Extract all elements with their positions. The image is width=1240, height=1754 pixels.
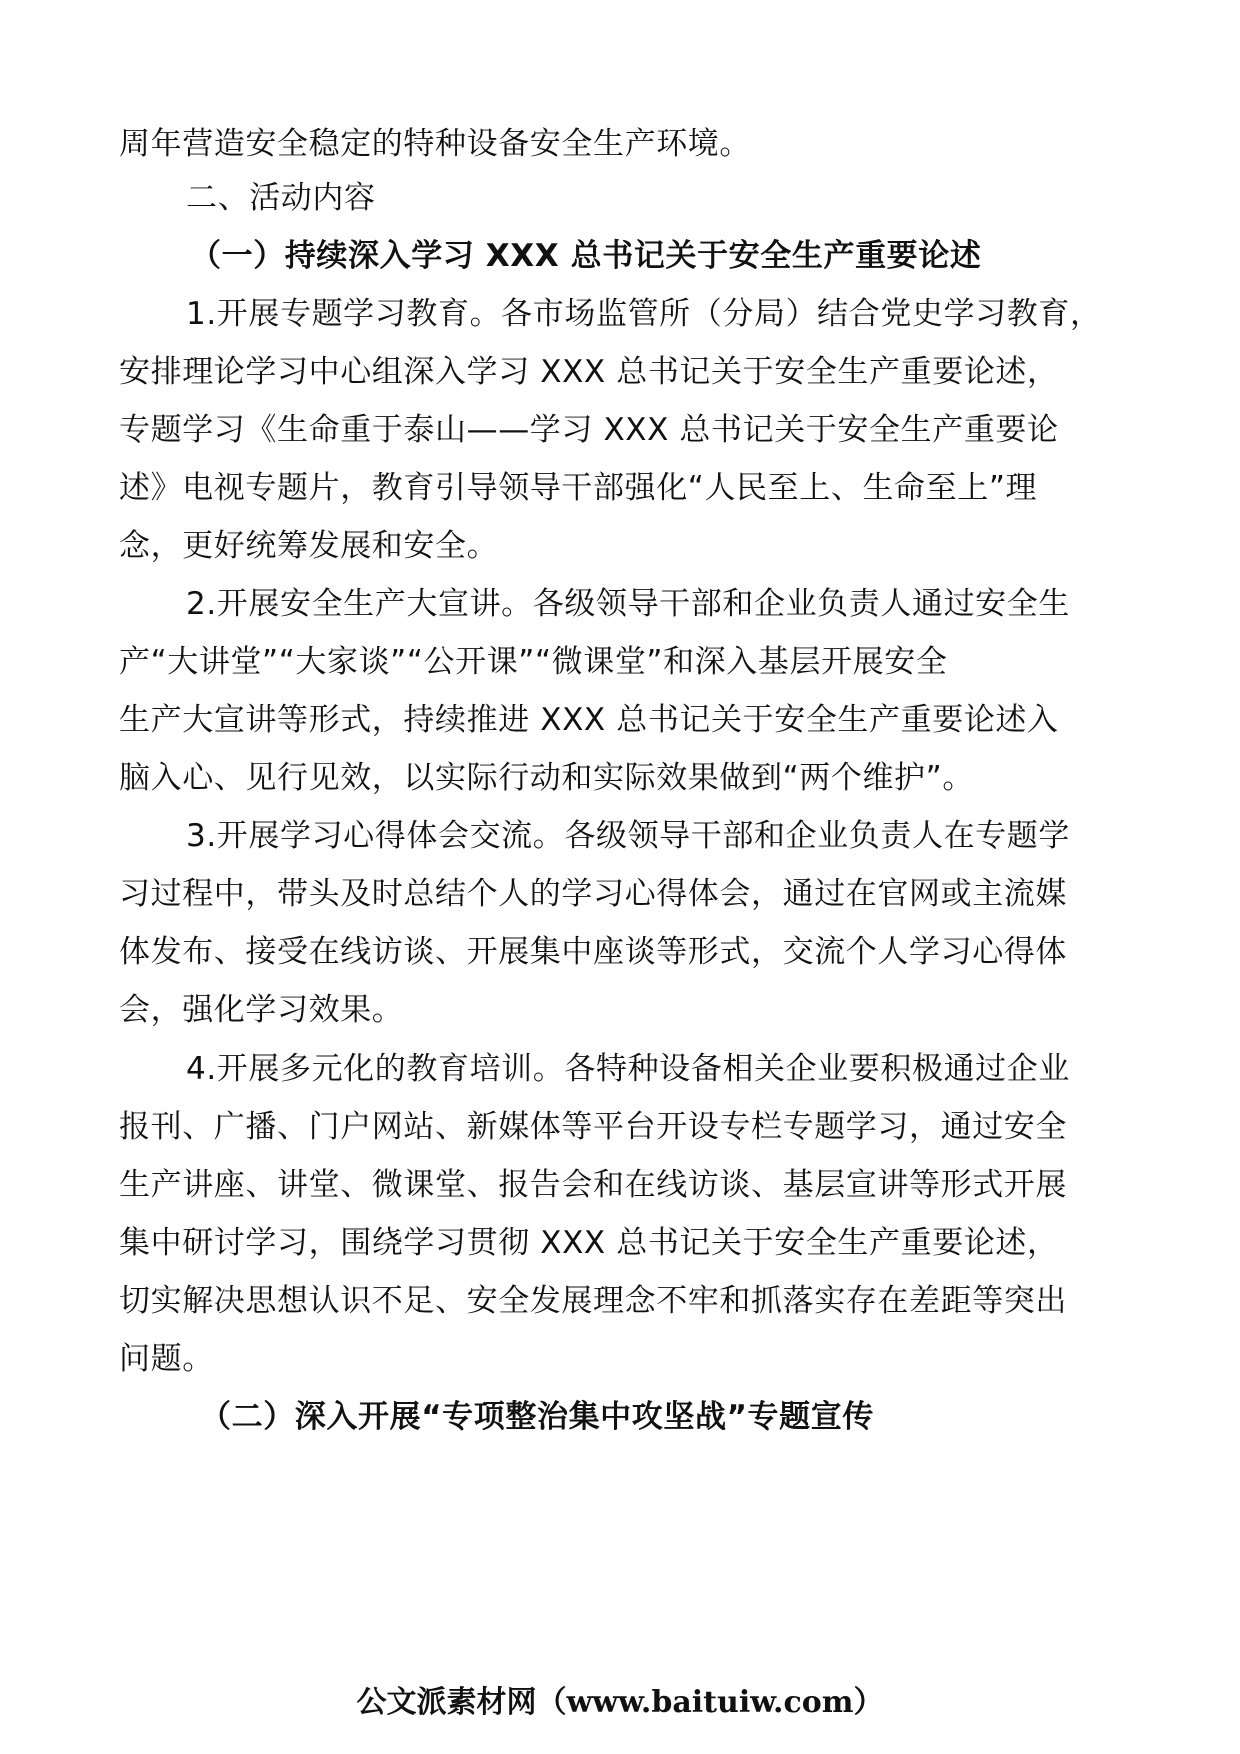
paragraph-line: 4.开展多元化的教育培训。各特种设备相关企业要积极通过企业 [186,1051,1070,1087]
paragraph-line: 3.开展学习心得体会交流。各级领导干部和企业负责人在专题学 [186,818,1070,854]
paragraph-line: 述》电视专题片，教育引导领导干部强化“人民至上、生命至上”理 [119,470,1038,506]
paragraph-line: 周年营造安全稳定的特种设备安全生产环境。 [119,126,751,162]
paragraph-line: 产“大讲堂”“大家谈”“公开课”“微课堂”和深入基层开展安全 [119,644,948,680]
paragraph-line: 集中研讨学习，围绕学习贯彻 XXX 总书记关于安全生产重要论述， [119,1225,1059,1261]
paragraph-line: 安排理论学习中心组深入学习 XXX 总书记关于安全生产重要论述， [119,354,1059,390]
paragraph-line: 生产大宣讲等形式，持续推进 XXX 总书记关于安全生产重要论述入 [119,702,1059,738]
paragraph-line: 1.开展专题学习教育。各市场监管所（分局）结合党史学习教育， [186,296,1102,332]
paragraph-line: 2.开展安全生产大宣讲。各级领导干部和企业负责人通过安全生 [186,586,1070,622]
paragraph-line: 念，更好统筹发展和安全。 [119,528,499,564]
paragraph-line: 习过程中，带头及时总结个人的学习心得体会，通过在官网或主流媒 [119,876,1067,912]
paragraph-line: 脑入心、见行见效，以实际行动和实际效果做到“两个维护”。 [119,760,974,796]
paragraph-line: 生产讲座、讲堂、微课堂、报告会和在线访谈、基层宣讲等形式开展 [119,1167,1067,1203]
paragraph-line: 体发布、接受在线访谈、开展集中座谈等形式，交流个人学习心得体 [119,934,1067,970]
paragraph-line: 报刊、广播、门户网站、新媒体等平台开设专栏专题学习，通过安全 [119,1109,1067,1145]
footer-watermark: 公文派素材网（www.baituiw.com） [356,1685,884,1720]
paragraph-line: 专题学习《生命重于泰山——学习 XXX 总书记关于安全生产重要论 [119,412,1059,448]
subsection-heading: （二）深入开展“专项整治集中攻坚战”专题宣传 [200,1399,874,1435]
subsection-heading: （一）持续深入学习 XXX 总书记关于安全生产重要论述 [190,238,982,274]
paragraph-line: 问题。 [119,1341,214,1377]
paragraph-line: 会，强化学习效果。 [119,992,404,1028]
paragraph-line: 切实解决思想认识不足、安全发展理念不牢和抓落实存在差距等突出 [119,1283,1067,1319]
section-heading: 二、活动内容 [186,180,376,216]
